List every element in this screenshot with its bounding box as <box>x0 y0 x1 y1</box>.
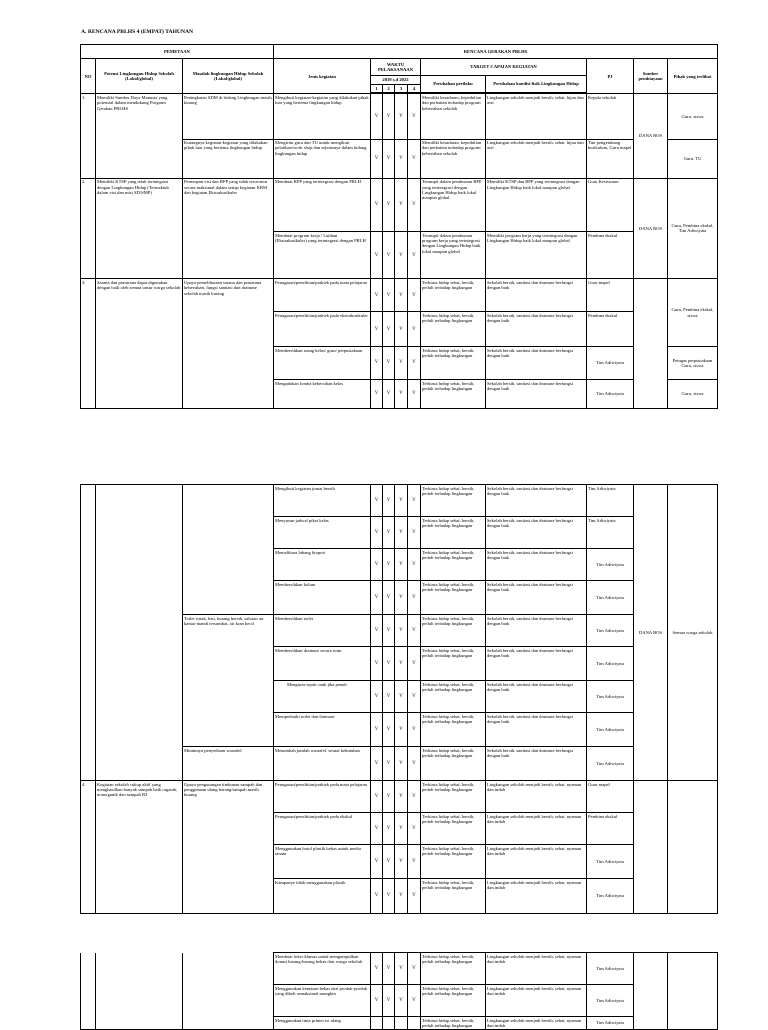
header-year-4: 4 <box>408 85 421 93</box>
table-row: Menggunakan botol plastik bekas untuk media tanam V V V V Terbiasa hidup sehat, bersih, peduli terhadap lingkungan Lingkungan sekolah menjadi bersih, sehat, nyaman dan indah Tim Adiwiyata <box>81 845 718 879</box>
header-jenis: Jenis kegiatan <box>274 59 371 94</box>
header-kondisi: Perubahan kondisi fisik Lingkungan Hidup <box>486 75 587 92</box>
header-rencana: RENCANA GERAKAN PBLHS <box>274 45 718 59</box>
table-row: Memelihara lubang biopori V V V V Terbiasa hidup sehat, bersih, peduli terhadap lingkungan Sekolah bersih, sanitasi dan drainase berfungsi dengan baik Tim Adiwiyata <box>81 549 718 581</box>
table-row: Penugasan/penelitian/praktek pada ekstrakurikuler V V V V Terbiasa hidup sehat, bersih, peduli terhadap lingkungan Sekolah bersih, sanitasi dan drainase berfungsi dengan baik Pembina ekskul <box>81 312 718 347</box>
table-row: Membersihkan kolam V V V V Terbiasa hidup sehat, bersih, peduli terhadap lingkungan Sekolah bersih, sanitasi dan drainase berfungsi dengan baik Tim Adiwiyata <box>81 581 718 615</box>
table-row: Toilet rusak, bau, kurang bersih, saluran air kamar mandi tersumbat, air kran kecil Membersihkan toilet V V V V Terbiasa hidup sehat, bersih, peduli terhadap lingkungan Sekolah bersih, sanitasi dan drainase berfungsi dengan baik Tim Adiwiyata <box>81 615 718 647</box>
header-masalah: Masalah lingkungan Hidup Sekolah (Lokal/global) <box>183 59 274 94</box>
plan-table-page-3 <box>80 952 718 1030</box>
header-period: 2019 s.d 2022 <box>371 75 421 84</box>
plan-table-page-1 <box>80 44 718 409</box>
table-row: Minimnya penyediaan wastafel Menambah jumlah wastafel, sesuai kebutuhan V V V V Terbiasa hidup sehat, bersih, peduli terhadap lingkungan Sekolah bersih, sanitasi dan drainase berfungsi dengan baik Tim Adiwiyata <box>81 747 718 781</box>
table-row: 4. Kegiatan sekolah cukup aktif yang menghasilkan banyak sampah baik organik, nonorganik dan sampah B3 Upaya pengurangan timbunan sampah dan penggunaan ulang barang/sampah masih kurang Penugasan/penelitian/praktek pada mata pelajaran V V V V Terbiasa hidup sehat, bersih, peduli terhadap lingkungan Lingkungan sekolah menjadi bersih, sehat, nyaman dan indah Guru mapel <box>81 781 718 813</box>
table-row: Mengikuti kegiatan jumat bersih V V V V Terbiasa hidup sehat, bersih, peduli terhadap lingkungan Sekolah bersih, sanitasi dan drainase berfungsi dengan baik Tim Adiwiyata DANA BOS Semua warga sekolah <box>81 485 718 517</box>
header-sumber: Sumber pembiayaan <box>634 59 668 94</box>
table-row: Kampanye tidak menggunakan plastik V V V V Terbiasa hidup sehat, bersih, peduli terhadap lingkungan Lingkungan sekolah menjadi bersih, sehat, nyaman dan indah Tim Adiwiyata <box>81 879 718 914</box>
header-year-3: 3 <box>395 85 408 93</box>
table-row: 3. Sarana dan prasarana dapat digunakan dengan baik oleh semua unsur warga sekolah Upaya pemeliharaan sarana dan prasarana kebersihan, fungsi sanitasi dan drainase sekolah masih kurang Penugasan/penelitian/praktek pada mata pelajaran V V V V Terbiasa hidup sehat, bersih, peduli terhadap lingkungan Sekolah bersih, sanitasi dan drainase berfungsi dengan baik Guru mapel Guru, Pembina ekskul, siswa <box>81 279 718 312</box>
table-row: Mengadakan lomba kebersihan kelas V V V V Terbiasa hidup sehat, bersih, peduli terhadap lingkungan Sekolah bersih, sanitasi dan drainase berfungsi dengan baik Tim Adiwiyata Guru, siswa <box>81 380 718 409</box>
document-title: A. RENCANA PBLHS 4 (EMPAT) TAHUNAN <box>81 29 194 35</box>
header-pihak: Pihak yang terlibat <box>668 59 718 94</box>
table-row: Kurangnya kegiatan-kegiatan yang dilakukan pihak luar yang bertema lingkungan hidup Mengirim guru dan TU untuk mengikuti pelatihan/work shop dan sejenisnya dalam bidang lingkungan hidup V V V V Memiliki kesadaran, kepedulian dan perhatian terhadap program kebersihan sekolah Lingkungan sekolah menjadi bersih, sehat, hijau dan asri Tim pengembang kurikulum, Guru mapel Guru, TU <box>81 139 718 178</box>
header-pemetaan: PEMETAAN <box>81 45 274 59</box>
table-row: Menyusun jadwal piket kelas V V V V Terbiasa hidup sehat, bersih, peduli terhadap lingkungan Sekolah bersih, sanitasi dan drainase berfungsi dengan baik Tim Adiwiyata <box>81 517 718 549</box>
header-potensi: Potensi Lingkungan Hidup Sekolah (Lokal/global) <box>96 59 183 94</box>
header-target: TARGET CAPAIAN KEGIATAN <box>421 59 587 75</box>
table-row: Penugasan/penelitian/praktek pada ekskul V V V V Terbiasa hidup sehat, bersih, peduli terhadap lingkungan Lingkungan sekolah menjadi bersih, sehat, nyaman dan indah Pembina ekskul <box>81 813 718 845</box>
table-row: Membersihkan ruang kelas/ guru/ perpustakaan V V V V Terbiasa hidup sehat, bersih, peduli terhadap lingkungan Sekolah bersih, sanitasi dan drainase berfungsi dengan baik Tim Adiwiyata Petugas perpustakaan Guru, siswa <box>81 347 718 380</box>
sumber-dana: DANA BOS <box>634 178 668 279</box>
table-row: Menggunakan tinta printer isi ulang Terbiasa hidup sehat, bersih, peduli terhadap lingkungan Lingkungan sekolah menjadi bersih, sehat, nyaman dan indah Tim Adiwiyata <box>81 1017 718 1030</box>
table-row: Membersihkan drainase secara rutin V V V V Terbiasa hidup sehat, bersih, peduli terhadap lingkungan Sekolah bersih, sanitasi dan drainase berfungsi dengan baik Tim Adiwiyata <box>81 647 718 681</box>
table-row: 1. Memiliki Sumber Daya Manusia yang potensial dalam mendukung Program Gerakan PBLHS Peningkatan SDM di bidang Lingkungan masih kurang Mengikuti kegiatan-kegiatan yang dilakukan pihak luar yang bertema lingkungan hidup V V V V Memiliki kesadaran, kepedulian dan perhatian terhadap program kebersihan sekolah Lingkungan sekolah menjadi bersih, sehat, hijau dan asri Kepala sekolah DANA BOS Guru, siswa <box>81 94 718 139</box>
table-row: Menggunakan kemasan bekas dari produk-produk yang dibeli semaksimal mungkin V V V V Terbiasa hidup sehat, bersih, peduli terhadap lingkungan Lingkungan sekolah menjadi bersih, sehat, nyaman dan indah Tim Adiwiyata <box>81 985 718 1017</box>
header-pj: PJ <box>587 59 634 94</box>
header-year-1: 1 <box>371 85 383 93</box>
table-row: Membuat loker khusus untuk mengumpulkan donasi barang-barang bekas dari warga sekolah V V V V Terbiasa hidup sehat, bersih, peduli terhadap lingkungan Lingkungan sekolah menjadi bersih, sehat, nyaman dan indah Tim Adiwiyata <box>81 953 718 985</box>
table-row: Memperbaiki toilet dan drainase V V V V Terbiasa hidup sehat, bersih, peduli terhadap lingkungan Sekolah bersih, sanitasi dan drainase berfungsi dengan baik Tim Adiwiyata <box>81 713 718 747</box>
table-row: Menguras septic tank jika penuh V V V V Terbiasa hidup sehat, bersih, peduli terhadap lingkungan Sekolah bersih, sanitasi dan drainase berfungsi dengan baik Tim Adiwiyata <box>81 681 718 713</box>
table-row: 2. Memiliki KTSP yang telah terintegrasi dengan Lingkungan Hidup (Termaktub dalam visi dan misi SD/SMP) Penerapan visi dan RPP yang tidak tercermin secara maksimal dalam setiap kegiatan KBM dan kegiatan Ekstrakurikuler Membuat RPP yang terintegrasi dengan PRLH V V V V Terampil dalam pembuatan RPP yang terintegrasi dengan Lingkungan Hidup baik lokal maupun global Memiliki KTSP dan RPP yang terintegrasi dengan Lingkungan Hidup baik lokal maupun global Guru Kesiswaan DANA BOS Guru, Pembina ekskul, Tim Adiwiyata <box>81 178 718 231</box>
sumber-dana: DANA BOS <box>634 94 668 178</box>
plan-table-page-2 <box>80 484 718 914</box>
table-row: Membuat program kerja / Latihan (Ekstrakurikuler) yang terintegrasi dengan PRLH V V V V Terampil dalam pembuatan program kerja yang terintegrasi dengan Lingkungan Hidup baik lokal maupun global Memiliki program kerja yang terintegrasi dengan Lingkungan Hidup baik lokal maupun global Pembina ekskul <box>81 232 718 279</box>
sumber-dana: DANA BOS <box>634 485 668 781</box>
header-waktu: WAKTU PELAKSANAAN <box>371 59 421 75</box>
header-year-2: 2 <box>383 85 395 93</box>
header-perilaku: Perubahan perilaku <box>421 75 486 92</box>
header-no: NO <box>81 59 96 94</box>
